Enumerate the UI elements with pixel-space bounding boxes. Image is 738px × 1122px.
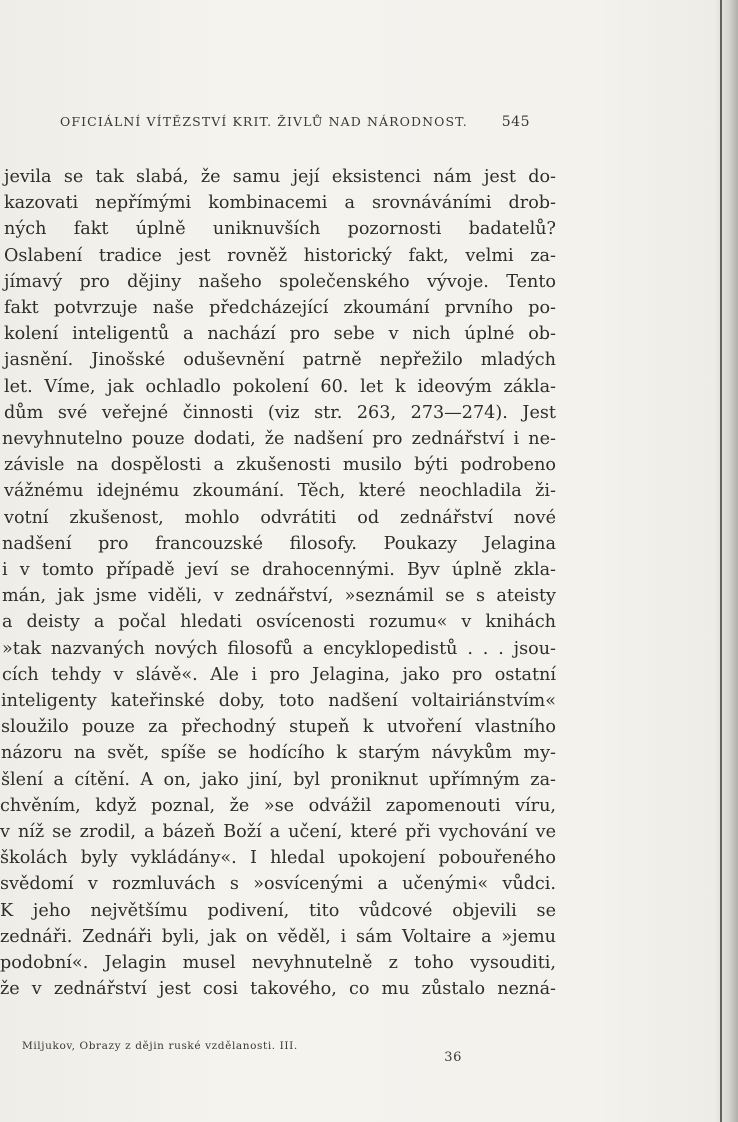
text-line: v níž se zrodil, a bázeň Boží a učení, které při vychování ve <box>0 822 556 843</box>
text-line: nevyhnutelno pouze dodati, že nadšení pro zednářství i ne- <box>2 429 556 450</box>
text-line: sloužilo pouze za přechodný stupeň k utvoření vlastního <box>1 717 556 738</box>
page-footer <box>22 1040 462 1065</box>
signature-line: Miljukov, Obrazy z dějin ruské vzdělanosti. III. <box>22 1040 298 1052</box>
text-line: šlení a cítění. A on, jako jiní, byl proniknut upřímným za- <box>1 769 556 790</box>
sheet-number: 36 <box>444 1050 462 1065</box>
text-line: že v zednářství jest cosi takového, co mu zůstalo nezná- <box>0 979 556 1000</box>
text-line: chvěním, když poznal, že »se odvážil zapomenouti víru, <box>0 795 556 816</box>
text-line: cích tehdy v slávě«. Ale i pro Jelagina, jako pro ostatní <box>2 664 556 685</box>
text-line: nadšení pro francouzské filosofy. Poukazy Jelagina <box>2 533 556 554</box>
text-line: názoru na svět, spíše se hodícího k starým návykům my- <box>1 743 556 764</box>
text-line: i v tomto případě jeví se drahocennými. Byv úplně zkla- <box>2 560 556 581</box>
text-line: fakt potvrzuje naše předcházející zkoumání prvního po- <box>4 298 556 319</box>
text-line: jasnění. Jinošské oduševnění patrně nepřežilo mladých <box>4 350 556 371</box>
page-number: 545 <box>501 114 530 130</box>
text-line: školách byly vykládány«. I hledal upokojení pobouřeného <box>0 848 556 869</box>
text-line: kazovati nepřímými kombinacemi a srovnáváními drob- <box>4 193 556 214</box>
text-line: ných fakt úplně uniknuvších pozornosti badatelů? <box>4 219 556 240</box>
text-line: vážnému idejnému zkoumání. Těch, které neochladila ži- <box>4 481 556 502</box>
text-line: »tak nazvaných nových filosofů a encyklopedistů . . . jsou- <box>2 638 556 659</box>
text-line: mán, jak jsme viděli, v zednářství, »seznámil se s ateisty <box>2 586 556 607</box>
body-text <box>0 164 556 1003</box>
text-line: dům své veřejné činnosti (viz str. 263, 273—274). Jest <box>4 402 556 423</box>
running-header <box>60 114 530 130</box>
text-line: votní zkušenost, mohlo odvrátiti od zednářství nové <box>4 507 556 528</box>
text-line: a deisty a počal hledati osvícenosti rozumu« v knihách <box>2 612 556 633</box>
text-line: zednáři. Zednáři byli, jak on věděl, i sám Voltaire a »jemu <box>0 926 556 947</box>
text-line: podobní«. Jelagin musel nevyhnutelně z toho vysouditi, <box>0 953 556 974</box>
text-line: K jeho největšímu podivení, tito vůdcové objevili se <box>0 900 556 921</box>
text-line: jevila se tak slabá, že samu její eksistenci nám jest do- <box>4 167 556 187</box>
page-edge-line <box>720 0 722 1122</box>
text-line: inteligenty kateřinské doby, toto nadšení voltairiánstvím« <box>1 691 556 712</box>
text-line: jímavý pro dějiny našeho společenského vývoje. Tento <box>4 271 556 292</box>
text-line: let. Víme, jak ochladlo pokolení 60. let k ideovým zákla- <box>4 376 556 397</box>
text-line: kolení inteligentů a nachází pro sebe v nich úplné ob- <box>4 324 556 345</box>
text-line: svědomí v rozmluvách s »osvícenými a učenými« vůdci. <box>0 874 556 895</box>
text-line: závisle na dospělosti a zkušenosti musilo býti podrobeno <box>4 455 556 476</box>
text-line: Oslabení tradice jest rovněž historický fakt, velmi za- <box>4 245 556 266</box>
running-title: OFICIÁLNÍ VÍTĚZSTVÍ KRIT. ŽIVLŮ NAD NÁRODNOST. <box>60 114 468 129</box>
page-edge-shadow <box>714 0 738 1122</box>
